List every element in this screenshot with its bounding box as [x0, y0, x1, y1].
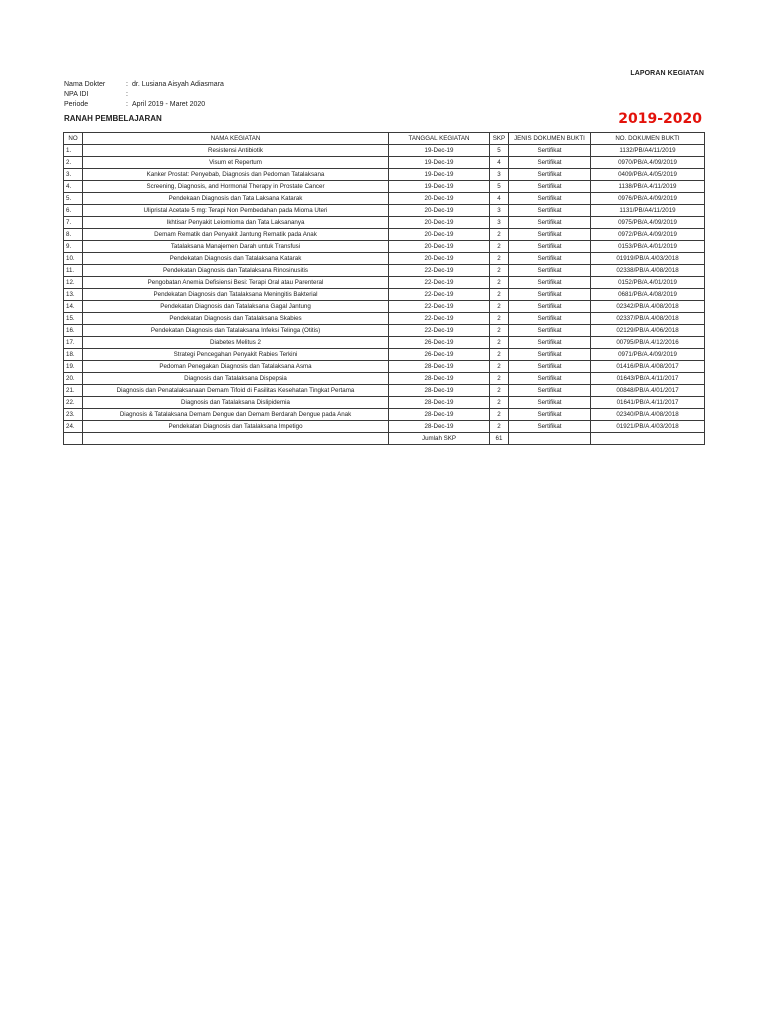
activity-date: 20-Dec-19	[389, 253, 490, 265]
table-row	[64, 193, 705, 205]
document-type: Sertifikat	[509, 169, 591, 181]
activity-name: Tatalaksana Manajemen Darah untuk Transfusi	[83, 241, 389, 253]
activity-date: 20-Dec-19	[389, 193, 490, 205]
skp-value: 4	[490, 193, 509, 205]
skp-value: 2	[490, 325, 509, 337]
activity-date: 28-Dec-19	[389, 421, 490, 433]
table-row	[64, 301, 705, 313]
document-type: Sertifikat	[509, 409, 591, 421]
activity-name: Pengobatan Anemia Defisiensi Besi: Terapi Oral atau Parenteral	[83, 277, 389, 289]
document-type: Sertifikat	[509, 181, 591, 193]
document-type: Sertifikat	[509, 229, 591, 241]
year-title: 2019-2020	[618, 111, 702, 127]
activity-date: 22-Dec-19	[389, 313, 490, 325]
activity-date: 28-Dec-19	[389, 397, 490, 409]
skp-value: 3	[490, 205, 509, 217]
table-row	[64, 289, 705, 301]
activity-name: Pendekatan Diagnosis dan Tatalaksana Katarak	[83, 253, 389, 265]
activity-name: Ikhtisar Penyakit Leiomioma dan Tata Laksananya	[83, 217, 389, 229]
skp-value: 2	[490, 277, 509, 289]
total-cell-blank	[591, 433, 705, 445]
column-header-no: NO	[64, 133, 83, 145]
row-number: 1.	[64, 145, 83, 157]
row-number: 19.	[64, 361, 83, 373]
activity-name: Pedoman Penegakan Diagnosis dan Tatalaksana Asma	[83, 361, 389, 373]
report-label: LAPORAN KEGIATAN	[630, 70, 704, 77]
row-number: 9.	[64, 241, 83, 253]
skp-value: 2	[490, 241, 509, 253]
table-row	[64, 253, 705, 265]
document-number: 00795/PB/A.4/12/2016	[591, 337, 705, 349]
document-number: 01643/PB/A.4/11/2017	[591, 373, 705, 385]
skp-value: 2	[490, 313, 509, 325]
activities-table	[63, 132, 705, 445]
period-separator: :	[126, 101, 128, 108]
doctor-separator: :	[126, 81, 128, 88]
document-type: Sertifikat	[509, 217, 591, 229]
table-row	[64, 181, 705, 193]
activity-name: Diagnosis & Tatalaksana Demam Dengue dan Demam Berdarah Dengue pada Anak	[83, 409, 389, 421]
activity-date: 22-Dec-19	[389, 301, 490, 313]
skp-value: 2	[490, 397, 509, 409]
row-number: 7.	[64, 217, 83, 229]
skp-value: 2	[490, 409, 509, 421]
table-row	[64, 241, 705, 253]
activity-date: 22-Dec-19	[389, 289, 490, 301]
activity-name: Strategi Pencegahan Penyakit Rabies Terkini	[83, 349, 389, 361]
document-number: 0971/PB/A.4/09/2019	[591, 349, 705, 361]
npa-row	[64, 90, 224, 100]
activity-name: Diagnosis dan Penatalaksanaan Demam Tifoid di Fasilitas Kesehatan Tingkat Pertama	[83, 385, 389, 397]
document-type: Sertifikat	[509, 205, 591, 217]
document-type: Sertifikat	[509, 349, 591, 361]
skp-value: 2	[490, 385, 509, 397]
table-row	[64, 313, 705, 325]
document-type: Sertifikat	[509, 289, 591, 301]
document-number: 1131/PB/A4/11/2019	[591, 205, 705, 217]
document-number: 0409/PB/A.4/05/2019	[591, 169, 705, 181]
activity-name: Pendekatan Diagnosis dan Tatalaksana Gagal Jantung	[83, 301, 389, 313]
document-type: Sertifikat	[509, 421, 591, 433]
table-row	[64, 373, 705, 385]
activity-date: 20-Dec-19	[389, 217, 490, 229]
total-label: Jumlah SKP	[389, 433, 490, 445]
skp-value: 2	[490, 361, 509, 373]
document-number: 0681/PB/A.4/08/2019	[591, 289, 705, 301]
doctor-label: Nama Dokter	[64, 81, 106, 88]
table-row	[64, 409, 705, 421]
table-row	[64, 157, 705, 169]
row-number: 18.	[64, 349, 83, 361]
total-cell-blank	[83, 433, 389, 445]
row-number: 24.	[64, 421, 83, 433]
activity-name: Pendekatan Diagnosis dan Tatalaksana Rinosinusitis	[83, 265, 389, 277]
activity-name: Pendekatan Diagnosis dan Tatalaksana Skabies	[83, 313, 389, 325]
activity-date: 28-Dec-19	[389, 361, 490, 373]
document-type: Sertifikat	[509, 397, 591, 409]
document-type: Sertifikat	[509, 325, 591, 337]
table-row	[64, 205, 705, 217]
activity-date: 20-Dec-19	[389, 205, 490, 217]
document-type: Sertifikat	[509, 241, 591, 253]
document-number: 02340/PB/A.4/08/2018	[591, 409, 705, 421]
skp-value: 5	[490, 181, 509, 193]
activity-date: 20-Dec-19	[389, 229, 490, 241]
skp-value: 2	[490, 265, 509, 277]
skp-value: 4	[490, 157, 509, 169]
document-number: 02129/PB/A.4/06/2018	[591, 325, 705, 337]
activity-date: 22-Dec-19	[389, 325, 490, 337]
column-header-document-number: NO. DOKUMEN BUKTI	[591, 133, 705, 145]
skp-value: 2	[490, 229, 509, 241]
activity-name: Pendekaan Diagnosis dan Tata Laksana Katarak	[83, 193, 389, 205]
total-cell-blank	[509, 433, 591, 445]
column-header-date: TANGGAL KEGIATAN	[389, 133, 490, 145]
table-row	[64, 349, 705, 361]
activity-name: Pendekatan Diagnosis dan Tatalaksana Infeksi Telinga (Otitis)	[83, 325, 389, 337]
document-type: Sertifikat	[509, 361, 591, 373]
activity-date: 22-Dec-19	[389, 277, 490, 289]
table-row	[64, 325, 705, 337]
document-number: 02338/PB/A.4/08/2018	[591, 265, 705, 277]
activity-name: Pendekatan Diagnosis dan Tatalaksana Meningitis Bakterial	[83, 289, 389, 301]
skp-value: 2	[490, 421, 509, 433]
document-type: Sertifikat	[509, 313, 591, 325]
skp-value: 3	[490, 217, 509, 229]
document-number: 0972/PB/A.4/09/2019	[591, 229, 705, 241]
row-number: 22.	[64, 397, 83, 409]
document-number: 01416/PB/A.4/08/2017	[591, 361, 705, 373]
activity-date: 26-Dec-19	[389, 349, 490, 361]
total-cell-blank	[64, 433, 83, 445]
doctor-row	[64, 80, 224, 90]
column-header-skp: SKP	[490, 133, 509, 145]
row-number: 5.	[64, 193, 83, 205]
row-number: 10.	[64, 253, 83, 265]
skp-value: 2	[490, 289, 509, 301]
activity-date: 19-Dec-19	[389, 145, 490, 157]
document-number: 1138/PB/A.4/11/2019	[591, 181, 705, 193]
document-type: Sertifikat	[509, 277, 591, 289]
activity-date: 20-Dec-19	[389, 241, 490, 253]
activity-name: Screening, Diagnosis, and Hormonal Therapy in Prostate Cancer	[83, 181, 389, 193]
table-row	[64, 217, 705, 229]
period-row	[64, 100, 224, 110]
doctor-info	[64, 80, 224, 110]
document-number: 0153/PB/A.4/01/2019	[591, 241, 705, 253]
document-number: 01641/PB/A.4/11/2017	[591, 397, 705, 409]
npa-label: NPA IDI	[64, 91, 89, 98]
table-row	[64, 337, 705, 349]
activity-date: 22-Dec-19	[389, 265, 490, 277]
document-number: 0152/PB/A.4/01/2019	[591, 277, 705, 289]
skp-value: 2	[490, 349, 509, 361]
row-number: 8.	[64, 229, 83, 241]
row-number: 21.	[64, 385, 83, 397]
table-row	[64, 265, 705, 277]
document-type: Sertifikat	[509, 253, 591, 265]
period-label: Periode	[64, 101, 89, 108]
skp-value: 2	[490, 301, 509, 313]
activity-name: Resistensi Antibiotik	[83, 145, 389, 157]
document-type: Sertifikat	[509, 301, 591, 313]
skp-value: 3	[490, 169, 509, 181]
row-number: 6.	[64, 205, 83, 217]
doctor-name: dr. Lusiana Aisyah Adiasmara	[132, 81, 224, 88]
activity-date: 28-Dec-19	[389, 373, 490, 385]
activity-date: 19-Dec-19	[389, 157, 490, 169]
npa-separator: :	[126, 91, 128, 98]
row-number: 16.	[64, 325, 83, 337]
row-number: 17.	[64, 337, 83, 349]
skp-value: 2	[490, 337, 509, 349]
document-number: 1132/PB/A4/11/2019	[591, 145, 705, 157]
activity-name: Diagnosis dan Tatalaksana Dispepsia	[83, 373, 389, 385]
row-number: 12.	[64, 277, 83, 289]
row-number: 14.	[64, 301, 83, 313]
activity-name: Pendekatan Diagnosis dan Tatalaksana Impetigo	[83, 421, 389, 433]
activity-date: 26-Dec-19	[389, 337, 490, 349]
period-value: April 2019 - Maret 2020	[132, 101, 206, 108]
row-number: 2.	[64, 157, 83, 169]
activity-name: Diagnosis dan Tatalaksana Dislipidemia	[83, 397, 389, 409]
document-type: Sertifikat	[509, 373, 591, 385]
table-row	[64, 361, 705, 373]
table-row	[64, 229, 705, 241]
activity-name: Demam Rematik dan Penyakit Jantung Rematik pada Anak	[83, 229, 389, 241]
document-type: Sertifikat	[509, 157, 591, 169]
row-number: 3.	[64, 169, 83, 181]
document-number: 02342/PB/A.4/08/2018	[591, 301, 705, 313]
activity-date: 19-Dec-19	[389, 181, 490, 193]
activity-date: 28-Dec-19	[389, 385, 490, 397]
document-number: 0976/PB/A.4/09/2019	[591, 193, 705, 205]
table-row	[64, 169, 705, 181]
document-number: 0975/PB/A.4/09/2019	[591, 217, 705, 229]
row-number: 20.	[64, 373, 83, 385]
document-number: 00848/PB/A.4/01/2017	[591, 385, 705, 397]
total-skp-value: 61	[490, 433, 509, 445]
row-number: 23.	[64, 409, 83, 421]
document-type: Sertifikat	[509, 265, 591, 277]
activity-date: 28-Dec-19	[389, 409, 490, 421]
document-number: 02337/PB/A.4/08/2018	[591, 313, 705, 325]
skp-value: 5	[490, 145, 509, 157]
activity-name: Kanker Prostat: Penyebab, Diagnosis dan Pedoman Tatalaksana	[83, 169, 389, 181]
document-number: 01919/PB/A.4/03/2018	[591, 253, 705, 265]
row-number: 11.	[64, 265, 83, 277]
document-number: 01921/PB/A.4/03/2018	[591, 421, 705, 433]
table-row	[64, 421, 705, 433]
table-row	[64, 397, 705, 409]
section-title: RANAH PEMBELAJARAN	[64, 114, 162, 123]
skp-value: 2	[490, 253, 509, 265]
activity-name: Ulipristal Acetate 5 mg: Terapi Non Pembedahan pada Mioma Uteri	[83, 205, 389, 217]
document-type: Sertifikat	[509, 385, 591, 397]
row-number: 15.	[64, 313, 83, 325]
row-number: 4.	[64, 181, 83, 193]
table-row	[64, 145, 705, 157]
table-header-row	[64, 133, 705, 145]
document-type: Sertifikat	[509, 145, 591, 157]
column-header-document-type: JENIS DOKUMEN BUKTI	[509, 133, 591, 145]
table-row	[64, 385, 705, 397]
document-type: Sertifikat	[509, 337, 591, 349]
skp-value: 2	[490, 373, 509, 385]
row-number: 13.	[64, 289, 83, 301]
document-number: 0970/PB/A.4/09/2019	[591, 157, 705, 169]
activity-name: Diabetes Melitus 2	[83, 337, 389, 349]
table-row	[64, 277, 705, 289]
column-header-name: NAMA KEGIATAN	[83, 133, 389, 145]
activity-date: 19-Dec-19	[389, 169, 490, 181]
activity-name: Visum et Repertum	[83, 157, 389, 169]
document-type: Sertifikat	[509, 193, 591, 205]
total-row	[64, 433, 705, 445]
